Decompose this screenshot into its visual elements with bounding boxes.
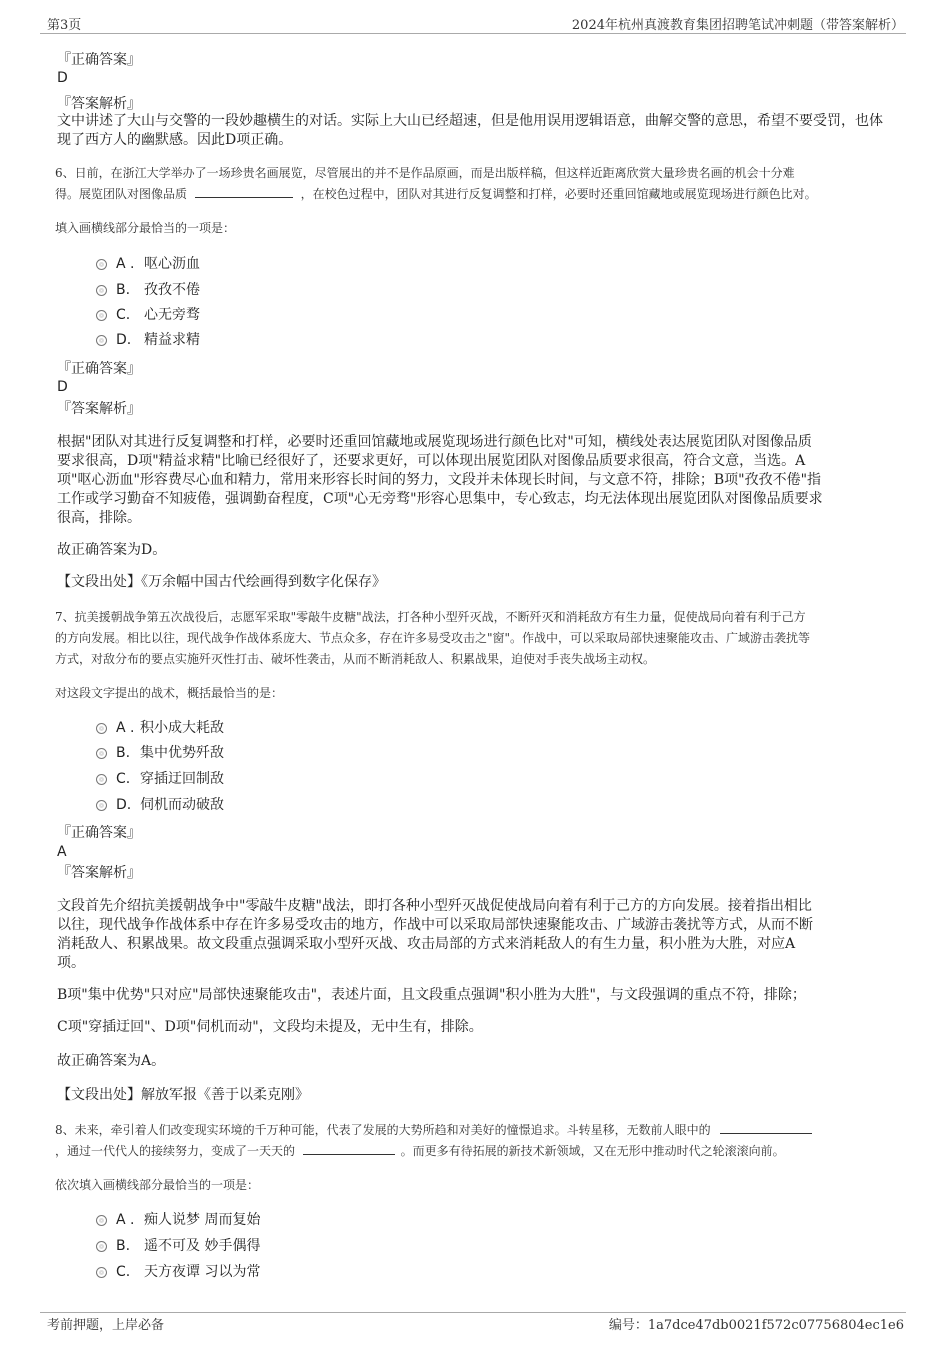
analysis-line: 项"呕心沥血"形容费尽心血和精力，常用来形容长时间的努力，文段并未体现长时间，与文意不符，排除；B项"孜孜不倦"指: [57, 472, 822, 488]
option-letter: B.: [116, 282, 131, 298]
radio-icon[interactable]: [96, 259, 107, 270]
question-text: [55, 1120, 812, 1141]
correct-answer-label: 『正确答案』: [57, 52, 141, 68]
radio-icon[interactable]: [96, 310, 107, 321]
option-text: 心无旁骛: [144, 307, 200, 323]
radio-icon[interactable]: [96, 723, 107, 734]
question-text: 7、抗美援朝战争第五次战役后，志愿军采取"零敲牛皮糖"战法，打各种小型歼灭战，不断歼灭和消耗敌方有生力量，促使战局向着有利于己方: [55, 610, 806, 624]
radio-icon[interactable]: [96, 1241, 107, 1252]
option-a[interactable]: [96, 255, 200, 273]
document-id: 编号：1a7dce47db0021f572c07756804ec1e6: [608, 1318, 904, 1333]
question-text: 6、日前，在浙江大学举办了一场珍贵名画展览，尽管展出的并不是作品原画，而是出版样稿，但这样近距离欣赏大量珍贵名画的机会十分难: [55, 166, 795, 180]
analysis-line: 项。: [57, 955, 85, 971]
radio-icon[interactable]: [96, 748, 107, 759]
correct-answer-value: D: [57, 379, 68, 395]
option-text: 孜孜不倦: [144, 282, 200, 298]
analysis-label: 『答案解析』: [57, 96, 141, 112]
question-text-part: ，通过一代代人的接续努力，变成了一天天的: [55, 1144, 296, 1158]
option-text: 穿插迂回制敌: [140, 771, 224, 787]
option-c[interactable]: [96, 770, 224, 788]
option-b[interactable]: [96, 744, 224, 762]
option-letter: B.: [116, 745, 131, 761]
option-letter: D.: [116, 332, 132, 348]
analysis-line: 工作或学习勤奋不知疲倦，强调勤奋程度，C项"心无旁骛"形容心思集中，专心致志，均无法体现出展览团队对图像品质要求: [57, 491, 823, 507]
option-letter: C.: [116, 307, 131, 323]
analysis-line: 要求很高，D项"精益求精"比喻已经很好了，还要求更好，可以体现出展览团队对图像品质要求很高，符合文意，当选。A: [57, 453, 806, 469]
option-letter: A .: [116, 1212, 135, 1228]
question-prompt: 对这段文字提出的战术，概括最恰当的是：: [55, 686, 284, 700]
footer-divider: [40, 1312, 906, 1313]
option-letter: A .: [116, 720, 135, 736]
option-c[interactable]: [96, 1263, 260, 1281]
conclusion: 故正确答案为A。: [57, 1053, 166, 1069]
correct-answer-label: 『正确答案』: [57, 825, 141, 841]
document-title: 2024年杭州真渡教育集团招聘笔试冲刺题（带答案解析）: [571, 18, 904, 33]
radio-icon[interactable]: [96, 1215, 107, 1226]
option-b[interactable]: [96, 281, 200, 299]
option-d[interactable]: [96, 796, 224, 814]
option-letter: B.: [116, 1238, 131, 1254]
option-letter: D.: [116, 797, 132, 813]
conclusion: 故正确答案为D。: [57, 542, 167, 558]
question-text-part: 8、未来，牵引着人们改变现实环境的千万种可能，代表了发展的大势所趋和对美好的憧憬追求。斗转星移，无数前人眼中的: [55, 1123, 711, 1137]
header-divider: [40, 33, 906, 34]
footer-slogan: 考前押题，上岸必备: [47, 1318, 165, 1333]
question-prompt: 填入画横线部分最恰当的一项是：: [55, 221, 236, 235]
correct-answer-value: A: [57, 844, 67, 860]
question-prompt: 依次填入画横线部分最恰当的一项是：: [55, 1178, 260, 1192]
analysis-line: 很高，排除。: [57, 510, 141, 526]
option-text: 遥不可及 妙手偶得: [144, 1238, 261, 1254]
radio-icon[interactable]: [96, 285, 107, 296]
source-citation: 【文段出处】解放军报《善于以柔克刚》: [57, 1087, 309, 1103]
source-citation: 【文段出处】《万余幅中国古代绘画得到数字化保存》: [57, 574, 386, 590]
radio-icon[interactable]: [96, 1267, 107, 1278]
option-c[interactable]: [96, 306, 200, 324]
correct-answer-label: 『正确答案』: [57, 361, 141, 377]
fill-blank: [195, 185, 293, 198]
option-text: 精益求精: [144, 332, 200, 348]
option-a[interactable]: [96, 719, 224, 737]
fill-blank: [720, 1121, 812, 1134]
analysis-text: 文中讲述了大山与交警的一段妙趣横生的对话。实际上大山已经超速，但是他用误用逻辑语意，曲解交警的意思，希望不要受罚，也体现了西方人的幽默感。因此D项正确。: [57, 113, 883, 148]
question-text-cont: [55, 184, 817, 205]
analysis-line: 消耗敌人、积累战果。故文段重点强调采取小型歼灭战、攻击局部的方式来消耗敌人的有生力量，积小胜为大胜，对应A: [57, 936, 796, 952]
question-text-part: 得。展览团队对图像品质: [55, 187, 188, 201]
analysis-label: 『答案解析』: [57, 865, 141, 881]
option-letter: C.: [116, 771, 131, 787]
option-text: 痴人说梦 周而复始: [144, 1212, 261, 1228]
analysis-option-cd: C项"穿插迂回"、D项"伺机而动"，文段均未提及，无中生有，排除。: [57, 1019, 483, 1035]
correct-answer-value: D: [57, 70, 68, 86]
question-text-part: ，在校色过程中，团队对其进行反复调整和打样，必要时还重回馆藏地或展览现场进行颜色比对。: [300, 187, 817, 201]
option-letter: C.: [116, 1264, 131, 1280]
radio-icon[interactable]: [96, 335, 107, 346]
question-text: 的方向发展。相比以往，现代战争作战体系庞大、节点众多，存在许多易受攻击之"窗"。作战中，可以采取局部快速聚能攻击、广域游击袭扰等: [55, 631, 811, 645]
analysis-option-b: B项"集中优势"只对应"局部快速聚能攻击"，表述片面，且文段重点强调"积小胜为大胜"，与文段强调的重点不符，排除；: [57, 987, 806, 1003]
radio-icon[interactable]: [96, 800, 107, 811]
question-text: 方式，对敌分布的要点实施歼灭性打击、破坏性袭击，从而不断消耗敌人、积累战果，迫使对手丧失战场主动权。: [55, 652, 656, 666]
question-text-part: 。而更多有待拓展的新技术新领域，又在无形中推动时代之轮滚滚向前。: [400, 1144, 785, 1158]
option-a[interactable]: [96, 1211, 260, 1229]
option-text: 呕心沥血: [144, 256, 200, 272]
option-text: 集中优势歼敌: [140, 745, 224, 761]
radio-icon[interactable]: [96, 774, 107, 785]
option-b[interactable]: [96, 1237, 260, 1255]
analysis-line: 文段首先介绍抗美援朝战争中"零敲牛皮糖"战法，即打各种小型歼灭战促使战局向着有利于己方的方向发展。接着指出相比: [57, 898, 812, 914]
page-number: 第3页: [47, 18, 82, 33]
analysis-line: 以往，现代战争作战体系中存在许多易受攻击的地方，作战中可以采取局部快速聚能攻击、广域游击袭扰等方式，从而不断: [57, 917, 813, 933]
option-text: 伺机而动破敌: [140, 797, 224, 813]
option-d[interactable]: [96, 331, 200, 349]
option-letter: A .: [116, 256, 135, 272]
analysis-line: 根据"团队对其进行反复调整和打样，必要时还重回馆藏地或展览现场进行颜色比对"可知，横线处表达展览团队对图像品质: [57, 434, 812, 450]
analysis-label: 『答案解析』: [57, 401, 141, 417]
option-text: 天方夜谭 习以为常: [144, 1264, 261, 1280]
fill-blank: [303, 1142, 395, 1155]
question-text-cont: [55, 1141, 785, 1162]
option-text: 积小成大耗敌: [140, 720, 224, 736]
